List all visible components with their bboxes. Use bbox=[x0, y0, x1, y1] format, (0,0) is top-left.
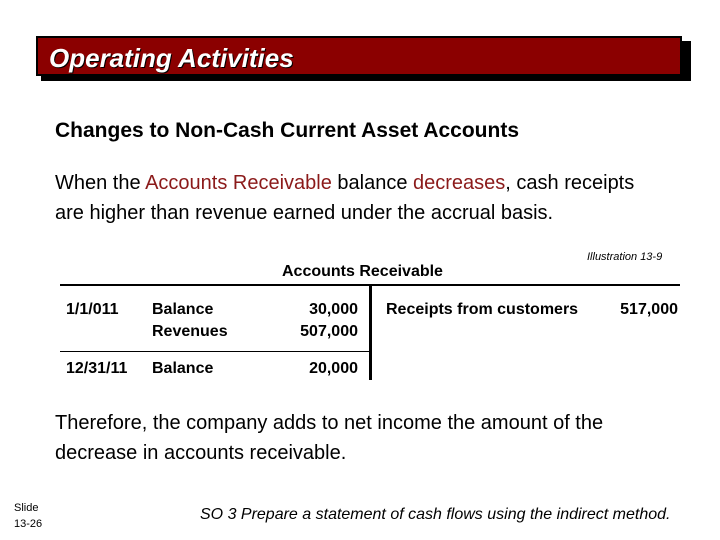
credit-amount-1: 517,000 bbox=[620, 301, 678, 318]
study-objective: SO 3 Prepare a statement of cash flows using the indirect method. bbox=[200, 506, 671, 523]
slide-number: 13-26 bbox=[14, 518, 43, 530]
debit-label-1: Balance bbox=[152, 301, 214, 318]
t-account-title: Accounts Receivable bbox=[282, 263, 443, 280]
t-account-vertical-line bbox=[369, 284, 372, 380]
debit-label-3: Balance bbox=[152, 360, 214, 377]
debit-amount-2: 507,000 bbox=[300, 323, 358, 340]
debit-date-1: 1/1/011 bbox=[66, 301, 119, 318]
slide-title: Operating Activities bbox=[49, 43, 294, 73]
para-text-3: , cash receipts are higher than revenue earned under the accrual basis. bbox=[55, 172, 635, 224]
illustration-label: Illustration 13-9 bbox=[587, 251, 663, 263]
t-account-balance-separator bbox=[60, 351, 370, 352]
conclusion-paragraph: Therefore, the company adds to net income the amount of the decrease in accounts receivable. bbox=[55, 412, 604, 464]
para-text-1: When the bbox=[55, 172, 146, 194]
intro-paragraph bbox=[55, 168, 665, 228]
debit-amount-1: 30,000 bbox=[309, 301, 358, 318]
para-highlight-account: Accounts Receivable bbox=[145, 172, 332, 194]
slide-number-block bbox=[14, 500, 42, 532]
para-highlight-decreases: decreases bbox=[413, 172, 506, 194]
debit-date-3: 12/31/11 bbox=[66, 360, 128, 377]
para-text-2: balance bbox=[331, 172, 414, 194]
slide-subtitle: Changes to Non-Cash Current Asset Accounts bbox=[55, 119, 519, 142]
slide-label: Slide bbox=[14, 502, 39, 514]
credit-label-1: Receipts from customers bbox=[386, 301, 579, 318]
debit-label-2: Revenues bbox=[152, 323, 228, 340]
debit-amount-3: 20,000 bbox=[309, 360, 358, 377]
title-bar bbox=[36, 36, 682, 76]
